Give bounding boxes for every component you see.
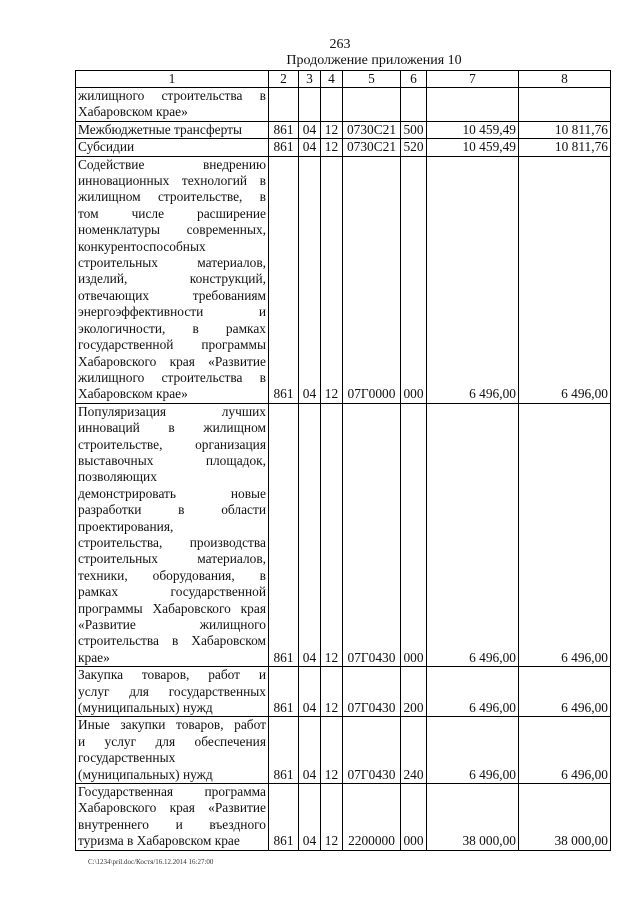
item-name-line: номенклатуры современных, [78, 222, 266, 238]
item-name-cell [76, 156, 269, 403]
item-name-line: туризма в Хабаровском крае [78, 833, 240, 849]
section-cell: 04 [299, 121, 321, 138]
subsection-cell: 12 [321, 403, 343, 667]
gov-code-cell: 861 [269, 121, 299, 138]
target-article-cell: 0730С21 [343, 121, 401, 138]
item-name-cell [76, 717, 269, 784]
expense-type-cell: 000 [401, 403, 427, 667]
item-name-line: Хабаровском крае» [78, 386, 188, 402]
target-article-cell: 07Г0430 [343, 667, 401, 717]
header-cell: 1 [76, 71, 269, 88]
gov-code-cell: 861 [269, 156, 299, 403]
item-name-line: Хабаровском крае» [78, 104, 188, 120]
item-name-line: Межбюджетные трансферты [78, 121, 242, 137]
amount-2017-cell: 6 496,00 [519, 403, 611, 667]
item-name-line: инновационных технологий в [78, 173, 266, 189]
item-name-cell [76, 88, 269, 122]
item-name-line: Популяризация лучших [78, 403, 266, 419]
target-article-cell: 0730С21 [343, 139, 401, 156]
expense-type-cell: 520 [401, 139, 427, 156]
amount-2016-cell: 6 496,00 [427, 156, 519, 403]
table-row [76, 121, 611, 138]
section-cell: 04 [299, 784, 321, 851]
section-cell: 04 [299, 156, 321, 403]
item-name-line: конкурентоспособных [78, 238, 206, 254]
gov-code-cell: 861 [269, 784, 299, 851]
item-name-line: строительства в Хабаровском [78, 633, 266, 649]
target-article-cell: 07Г0430 [343, 717, 401, 784]
header-cell: 4 [321, 71, 343, 88]
subsection-cell: 12 [321, 784, 343, 851]
amount-2017-cell: 6 496,00 [519, 156, 611, 403]
item-name-line: жилищном строительстве, в [78, 189, 266, 205]
item-name-line: строительных материалов, [78, 255, 266, 271]
continuation-title: Продолжение приложения 10 [286, 53, 462, 68]
item-name-line: позволяющих [78, 469, 157, 485]
table-row [76, 784, 611, 851]
expense-type-cell [401, 88, 427, 122]
amount-2016-cell: 6 496,00 [427, 403, 519, 667]
amount-2017-cell: 10 811,76 [519, 121, 611, 138]
table-body [76, 88, 611, 851]
amount-2017-cell [519, 88, 611, 122]
page-number: 263 [329, 37, 351, 52]
amount-2016-cell: 10 459,49 [427, 121, 519, 138]
item-name-line: программы Хабаровского края [78, 600, 266, 616]
amount-2016-cell: 6 496,00 [427, 717, 519, 784]
header-row [76, 71, 611, 88]
amount-2017-cell: 6 496,00 [519, 717, 611, 784]
item-name-line: (муниципальных) нужд [78, 700, 213, 716]
amount-2016-cell: 6 496,00 [427, 667, 519, 717]
item-name-line: рамках государственной [78, 584, 266, 600]
item-name-line: отвечающих требованиям [78, 287, 266, 303]
header-cell: 8 [519, 71, 611, 88]
item-name-line: внутреннего и въездного [78, 816, 266, 832]
subsection-cell: 12 [321, 156, 343, 403]
item-name-line: Содействие внедрению [78, 156, 266, 172]
item-name-line: инноваций в жилищном [78, 420, 266, 436]
item-name-line: энергоэффективности и [78, 304, 266, 320]
expense-type-cell: 500 [401, 121, 427, 138]
target-article-cell: 07Г0000 [343, 156, 401, 403]
amount-2016-cell [427, 88, 519, 122]
budget-table [75, 70, 611, 851]
item-name-line: демонстрировать новые [78, 485, 266, 501]
expense-type-cell: 000 [401, 156, 427, 403]
section-cell: 04 [299, 717, 321, 784]
header-cell: 7 [427, 71, 519, 88]
section-cell [299, 88, 321, 122]
item-name-line: техники, оборудования, в [78, 567, 266, 583]
table-row [76, 403, 611, 667]
item-name-line: том числе расширение [78, 205, 266, 221]
item-name-line: крае» [78, 649, 110, 665]
item-name-line: Иные закупки товаров, работ [78, 717, 266, 733]
section-cell: 04 [299, 667, 321, 717]
gov-code-cell: 861 [269, 667, 299, 717]
expense-type-cell: 240 [401, 717, 427, 784]
item-name-line: проектирования, [78, 518, 174, 534]
expense-type-cell: 000 [401, 784, 427, 851]
gov-code-cell: 861 [269, 717, 299, 784]
item-name-line: строительстве, организация [78, 436, 266, 452]
amount-2016-cell: 10 459,49 [427, 139, 519, 156]
item-name-cell [76, 139, 269, 156]
target-article-cell [343, 88, 401, 122]
item-name-cell [76, 667, 269, 717]
item-name-line: строительства, производства [78, 534, 266, 550]
amount-2017-cell: 38 000,00 [519, 784, 611, 851]
item-name-line: Государственная программа [78, 784, 266, 800]
subsection-cell: 12 [321, 139, 343, 156]
subsection-cell: 12 [321, 717, 343, 784]
table-row [76, 667, 611, 717]
section-cell: 04 [299, 403, 321, 667]
item-name-line: Субсидии [78, 139, 135, 155]
file-path-footer: C:\1234\pril.doc/Костя/16.12.2014 16:27:00 [88, 858, 214, 866]
subsection-cell [321, 88, 343, 122]
amount-2016-cell: 38 000,00 [427, 784, 519, 851]
table-row [76, 139, 611, 156]
item-name-line: изделий, конструкций, [78, 271, 266, 287]
item-name-line: жилищного строительства в [78, 88, 266, 103]
item-name-line: услуг для государственных [78, 683, 266, 699]
subsection-cell: 12 [321, 121, 343, 138]
item-name-line: и услуг для обеспечения [78, 733, 266, 749]
target-article-cell: 2200000 [343, 784, 401, 851]
table-row [76, 717, 611, 784]
header-cell: 3 [299, 71, 321, 88]
item-name-line: выставочных площадок, [78, 452, 266, 468]
item-name-line: экологичности, в рамках [78, 320, 266, 336]
item-name-line: государственной программы [78, 337, 266, 353]
item-name-line: Хабаровского края «Развитие [78, 800, 266, 816]
item-name-line: строительных материалов, [78, 551, 266, 567]
amount-2017-cell: 6 496,00 [519, 667, 611, 717]
subsection-cell: 12 [321, 667, 343, 717]
item-name-line: Закупка товаров, работ и [78, 667, 266, 683]
table-row [76, 156, 611, 403]
expense-type-cell: 200 [401, 667, 427, 717]
item-name-line: жилищного строительства в [78, 369, 266, 385]
item-name-cell [76, 403, 269, 667]
header-cell: 6 [401, 71, 427, 88]
item-name-line: разработки в области [78, 502, 266, 518]
item-name-cell [76, 784, 269, 851]
gov-code-cell: 861 [269, 139, 299, 156]
target-article-cell: 07Г0430 [343, 403, 401, 667]
section-cell: 04 [299, 139, 321, 156]
header-cell: 5 [343, 71, 401, 88]
gov-code-cell: 861 [269, 403, 299, 667]
gov-code-cell [269, 88, 299, 122]
item-name-cell [76, 121, 269, 138]
amount-2017-cell: 10 811,76 [519, 139, 611, 156]
header-cell: 2 [269, 71, 299, 88]
item-name-line: (муниципальных) нужд [78, 766, 213, 782]
table-row [76, 88, 611, 122]
item-name-line: Хабаровского края «Развитие [78, 353, 266, 369]
item-name-line: государственных [78, 750, 176, 766]
item-name-line: «Развитие жилищного [78, 617, 266, 632]
